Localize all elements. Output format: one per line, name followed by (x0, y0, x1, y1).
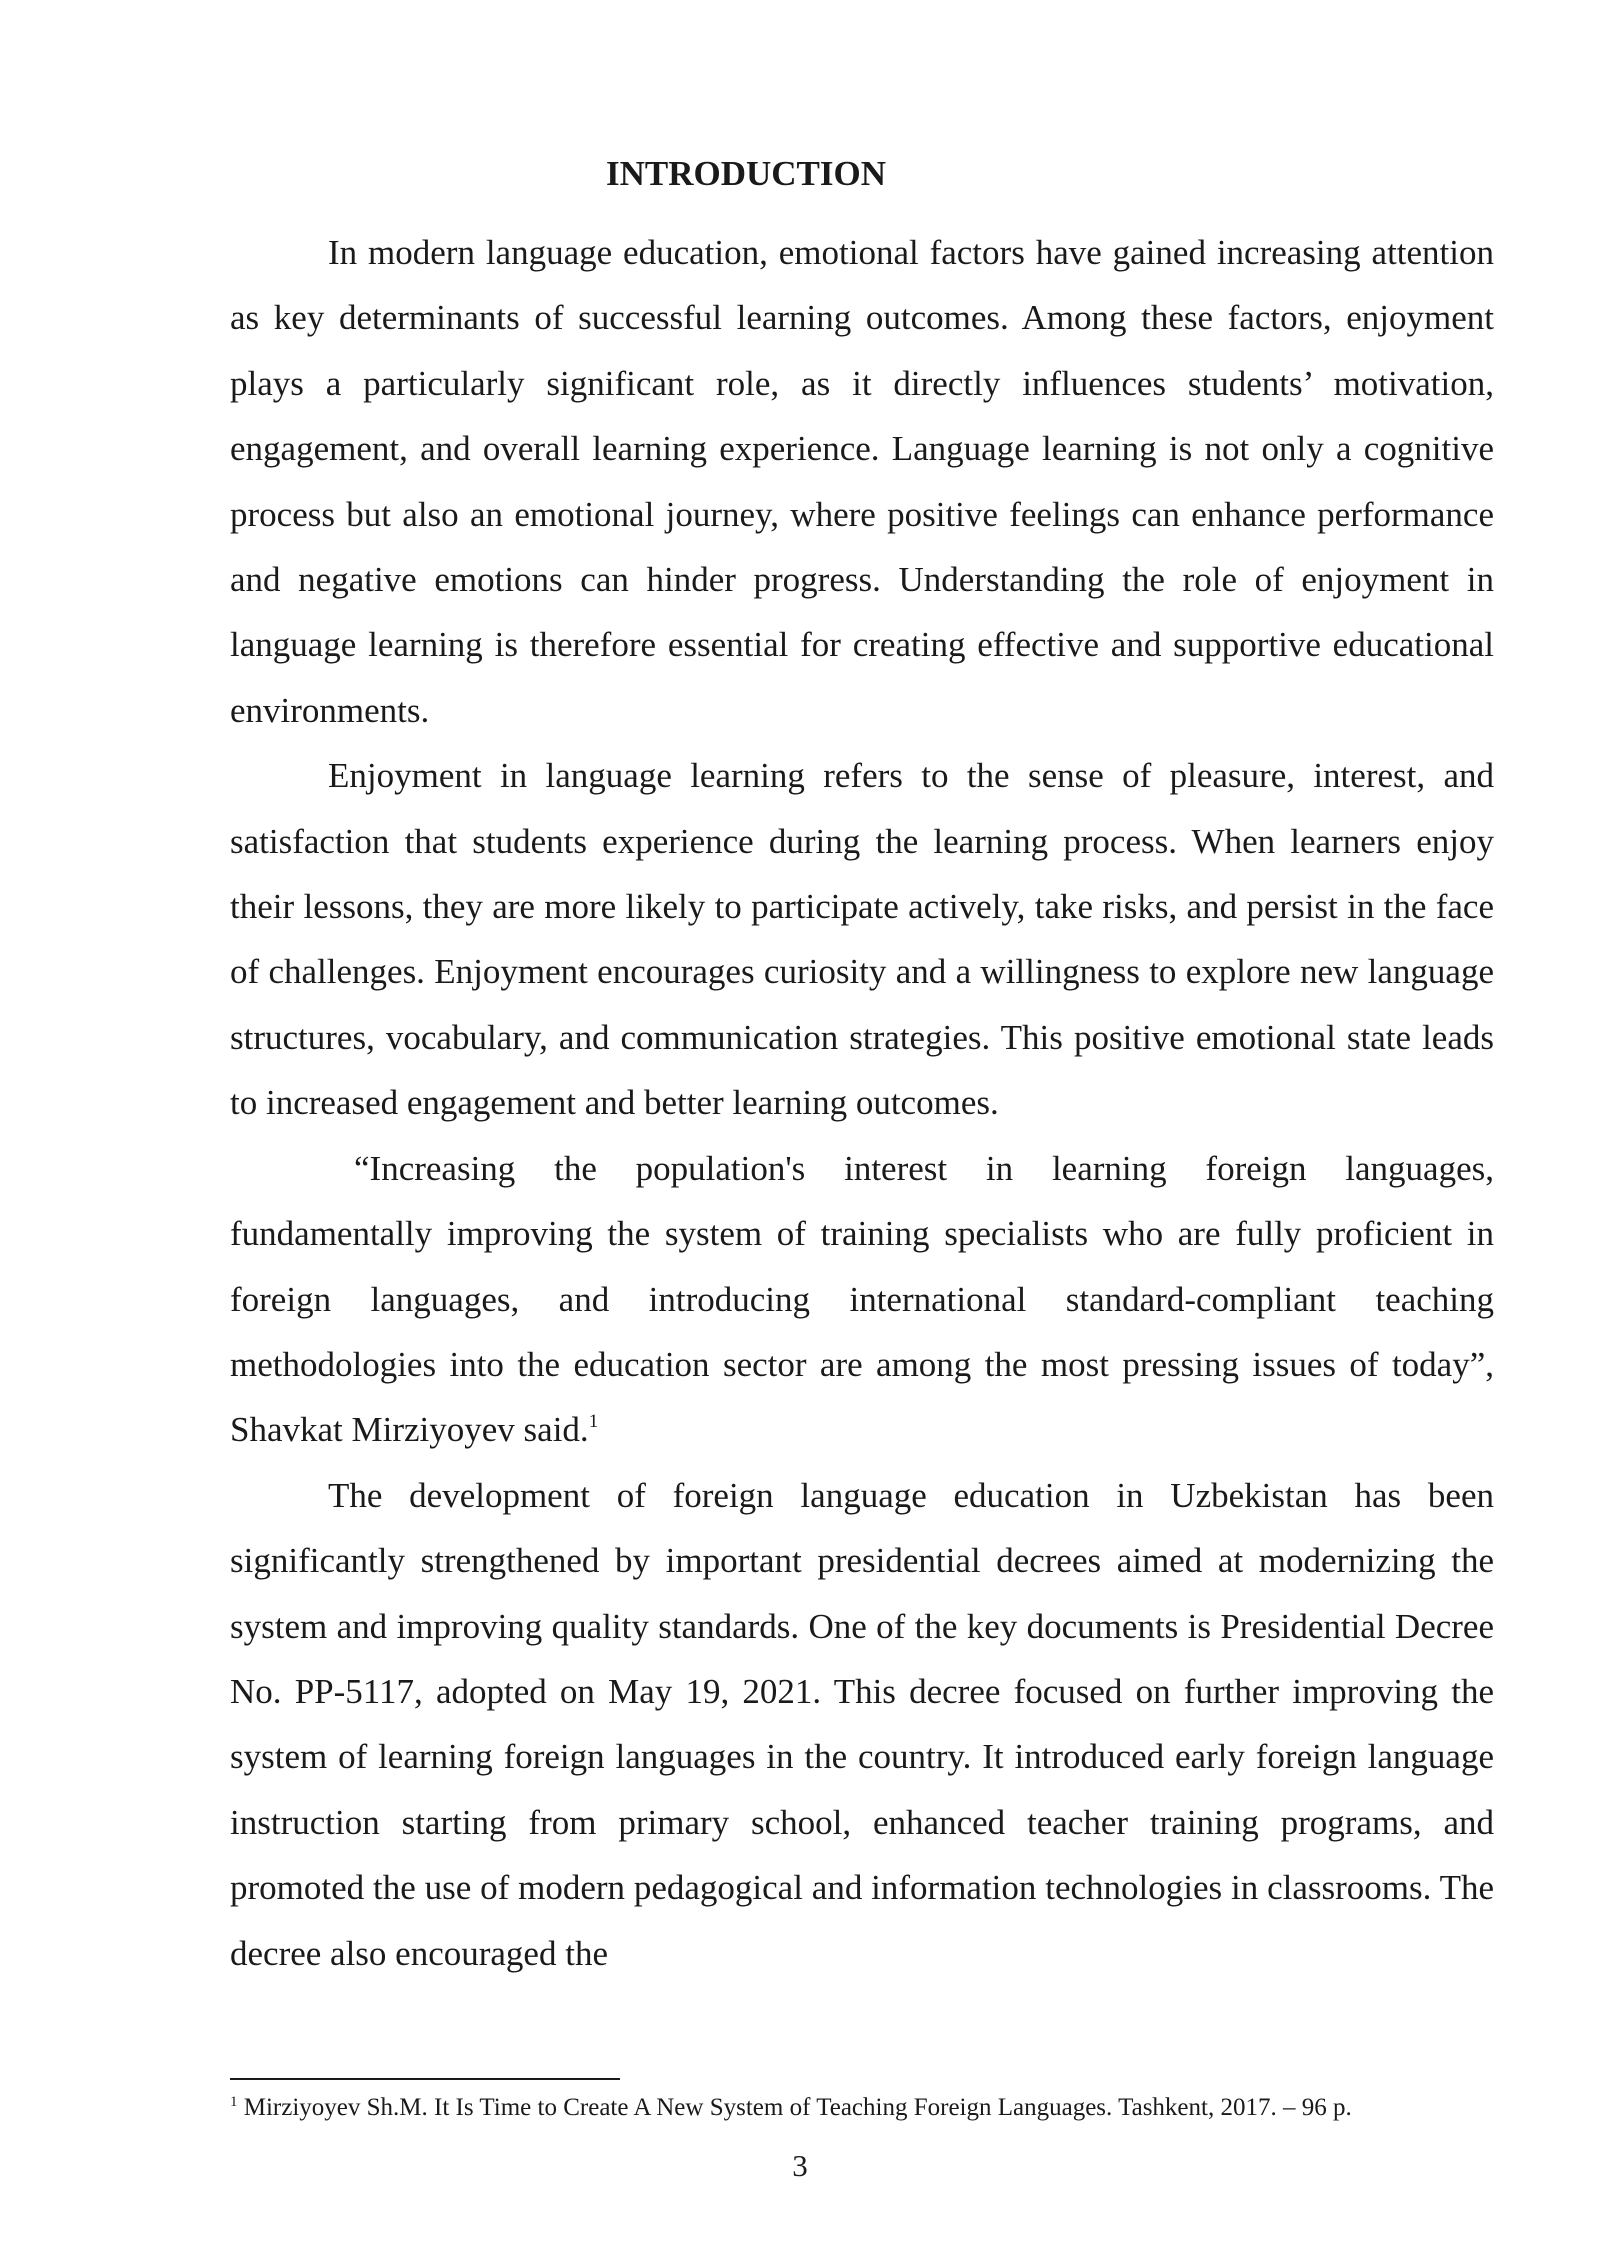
body-text (230, 220, 1494, 1986)
paragraph-1: In modern language education, emotional factors have gained increasing attention as key determinants of successful learning outcomes. Among these factors, enjoyment plays a particularly significant role, as it directly influences students’ motivation, engagement, and overall learning experience. Language learning is not only a cognitive process but also an emotional journey, where positive feelings can enhance performance and negative emotions can hinder progress. Understanding the role of enjoyment in language learning is therefore essential for creating effective and supportive educational environments. (230, 233, 1494, 730)
footnote-separator (230, 2078, 620, 2080)
paragraph-3: The development of foreign language education in Uzbekistan has been significantly strengthened by important presidential decrees aimed at modernizing the system and improving quality standards. One of the key documents is Presidential Decree No. PP-5117, adopted on May 19, 2021. This decree focused on further improving the system of learning foreign languages in the country. It introduced early foreign language instruction starting from primary school, enhanced teacher training programs, and promoted the use of modern pedagogical and information technologies in classrooms. The decree also encouraged the (230, 1475, 1494, 1973)
quote-text: “Increasing the population's interest in learning foreign languages, fundamentally improving the system of training specialists who are fully proficient in foreign languages, and introducing international standard-compliant teaching methodologies into the education sector are among the most pressing issues of today”, Shavkat Mirziyoyev said. (230, 1148, 1494, 1450)
page-number: 3 (792, 2148, 808, 2183)
footnote-text: Mirziyoyev Sh.M. It Is Time to Create A New System of Teaching Foreign Languages. Tashkent, 2017. – 96 p. (237, 2094, 1352, 2121)
footnote-marker: 1 (230, 2094, 238, 2110)
quote-paragraph (230, 1136, 1494, 1463)
paragraph-2: Enjoyment in language learning refers to the sense of pleasure, interest, and satisfaction that students experience during the learning process. When learners enjoy their lessons, they are more likely to participate actively, take risks, and persist in the face of challenges. Enjoyment encourages curiosity and a willingness to explore new language structures, vocabulary, and communication strategies. This positive emotional state leads to increased engagement and better learning outcomes. (230, 756, 1494, 1123)
section-heading: INTRODUCTION (605, 154, 887, 193)
footnote (230, 2092, 1494, 2124)
footnote-reference[interactable]: 1 (588, 1411, 599, 1433)
